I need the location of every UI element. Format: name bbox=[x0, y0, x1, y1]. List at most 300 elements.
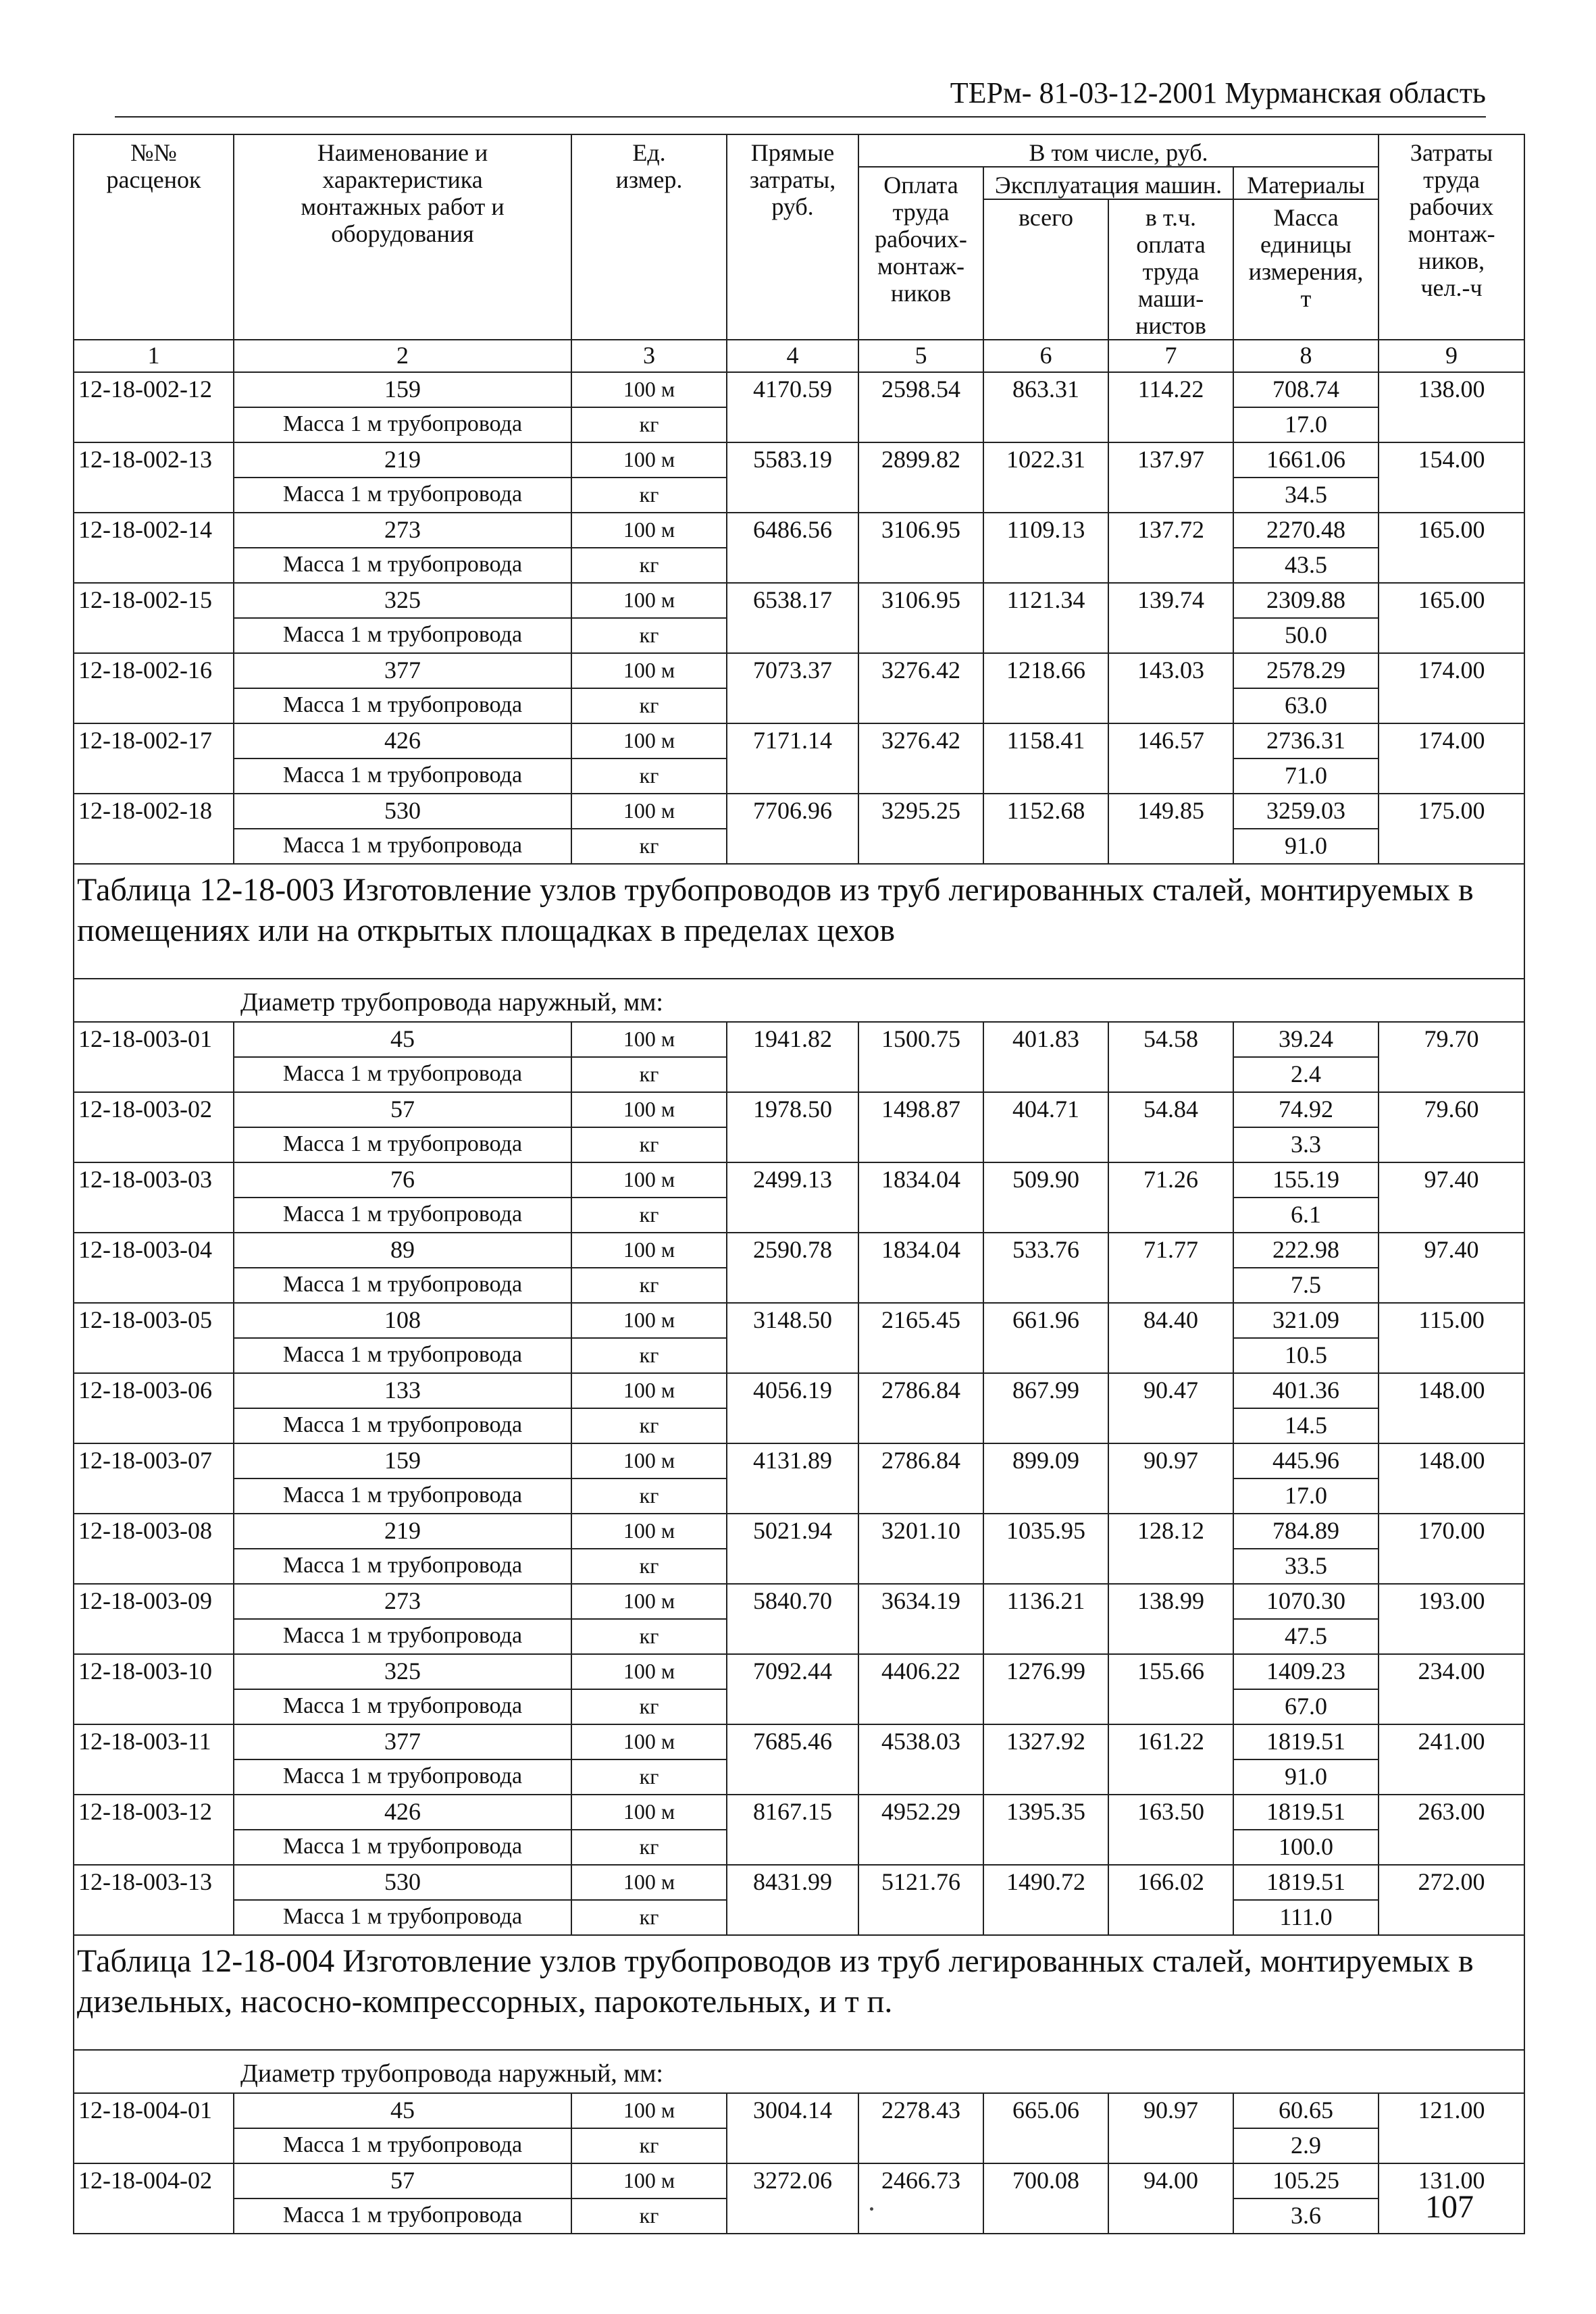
diameter: 57 bbox=[234, 1092, 571, 1127]
unit-top: 100 м bbox=[571, 2163, 727, 2199]
labor-pay: 2899.82 bbox=[858, 442, 983, 513]
machines-total: 1109.13 bbox=[983, 513, 1108, 583]
table-row bbox=[74, 1303, 1524, 1338]
machines-total: 1022.31 bbox=[983, 442, 1108, 513]
col-header-code: №№ расценок bbox=[74, 134, 234, 340]
labor-hours: 115.00 bbox=[1379, 1303, 1524, 1373]
unit-mass: 6.1 bbox=[1233, 1198, 1379, 1233]
rates-table bbox=[73, 134, 1525, 2234]
unit-mass: 63.0 bbox=[1233, 688, 1379, 723]
unit-top: 100 м bbox=[571, 1514, 727, 1549]
mass-label: Масса 1 м трубопровода bbox=[234, 478, 571, 513]
direct-cost: 7706.96 bbox=[727, 794, 858, 864]
materials-cost: 60.65 bbox=[1233, 2093, 1379, 2128]
machines-total: 1327.92 bbox=[983, 1724, 1108, 1795]
unit-top: 100 м bbox=[571, 442, 727, 478]
table-row bbox=[74, 1865, 1524, 1900]
mass-label: Масса 1 м трубопровода bbox=[234, 1338, 571, 1373]
machines-labor-pay: 149.85 bbox=[1108, 794, 1233, 864]
machines-total: 867.99 bbox=[983, 1373, 1108, 1443]
table-row bbox=[74, 442, 1524, 478]
direct-cost: 7073.37 bbox=[727, 653, 858, 723]
labor-hours: 170.00 bbox=[1379, 1514, 1524, 1584]
mass-label: Масса 1 м трубопровода bbox=[234, 1408, 571, 1443]
labor-pay: 5121.76 bbox=[858, 1865, 983, 1935]
unit-top: 100 м bbox=[571, 723, 727, 759]
table-row bbox=[74, 1584, 1524, 1619]
column-numbers-row bbox=[74, 340, 1524, 372]
mass-label: Масса 1 м трубопровода bbox=[234, 1830, 571, 1865]
unit-mass: 50.0 bbox=[1233, 618, 1379, 653]
rate-code: 12-18-003-01 bbox=[74, 1022, 234, 1092]
labor-pay: 1834.04 bbox=[858, 1233, 983, 1303]
unit-bottom: кг bbox=[571, 1408, 727, 1443]
unit-mass: 7.5 bbox=[1233, 1268, 1379, 1303]
machines-labor-pay: 71.77 bbox=[1108, 1233, 1233, 1303]
unit-bottom: кг bbox=[571, 1549, 727, 1584]
unit-mass: 91.0 bbox=[1233, 1759, 1379, 1795]
column-number: 9 bbox=[1379, 340, 1524, 372]
unit-mass: 67.0 bbox=[1233, 1689, 1379, 1724]
column-number: 4 bbox=[727, 340, 858, 372]
rate-code: 12-18-003-02 bbox=[74, 1092, 234, 1162]
unit-mass: 91.0 bbox=[1233, 829, 1379, 864]
machines-total: 1121.34 bbox=[983, 583, 1108, 653]
machines-total: 1152.68 bbox=[983, 794, 1108, 864]
machines-labor-pay: 137.72 bbox=[1108, 513, 1233, 583]
unit-top: 100 м bbox=[571, 1443, 727, 1479]
machines-total: 700.08 bbox=[983, 2163, 1108, 2234]
mass-label: Масса 1 м трубопровода bbox=[234, 1689, 571, 1724]
direct-cost: 5583.19 bbox=[727, 442, 858, 513]
machines-labor-pay: 143.03 bbox=[1108, 653, 1233, 723]
unit-bottom: кг bbox=[571, 1198, 727, 1233]
rate-code: 12-18-003-04 bbox=[74, 1233, 234, 1303]
unit-mass: 14.5 bbox=[1233, 1408, 1379, 1443]
table-row bbox=[74, 723, 1524, 759]
unit-bottom: кг bbox=[571, 2128, 727, 2163]
mass-label: Масса 1 м трубопровода bbox=[234, 2199, 571, 2234]
mass-label: Масса 1 м трубопровода bbox=[234, 1057, 571, 1092]
table-row bbox=[74, 794, 1524, 829]
diameter: 45 bbox=[234, 1022, 571, 1057]
column-number: 5 bbox=[858, 340, 983, 372]
machines-labor-pay: 155.66 bbox=[1108, 1654, 1233, 1724]
diameter: 377 bbox=[234, 1724, 571, 1759]
rate-code: 12-18-002-15 bbox=[74, 583, 234, 653]
unit-bottom: кг bbox=[571, 1619, 727, 1654]
column-number: 7 bbox=[1108, 340, 1233, 372]
machines-labor-pay: 94.00 bbox=[1108, 2163, 1233, 2234]
machines-labor-pay: 54.58 bbox=[1108, 1022, 1233, 1092]
col-header-machines: Эксплуатация машин. bbox=[983, 167, 1233, 199]
diameter: 530 bbox=[234, 794, 571, 829]
unit-top: 100 м bbox=[571, 513, 727, 548]
page-number: 107 bbox=[1425, 2189, 1474, 2225]
labor-pay: 3276.42 bbox=[858, 723, 983, 794]
unit-bottom: кг bbox=[571, 407, 727, 442]
unit-top: 100 м bbox=[571, 1724, 727, 1759]
table-row bbox=[74, 1092, 1524, 1127]
unit-bottom: кг bbox=[571, 2199, 727, 2234]
materials-cost: 445.96 bbox=[1233, 1443, 1379, 1479]
machines-labor-pay: 90.47 bbox=[1108, 1373, 1233, 1443]
col-header-labor-pay: Оплата труда рабочих- монтаж- ников bbox=[858, 167, 983, 340]
direct-cost: 8167.15 bbox=[727, 1795, 858, 1865]
labor-hours: 79.60 bbox=[1379, 1092, 1524, 1162]
diameter: 530 bbox=[234, 1865, 571, 1900]
unit-top: 100 м bbox=[571, 1865, 727, 1900]
column-number: 8 bbox=[1233, 340, 1379, 372]
direct-cost: 6538.17 bbox=[727, 583, 858, 653]
mass-label: Масса 1 м трубопровода bbox=[234, 548, 571, 583]
materials-cost: 708.74 bbox=[1233, 372, 1379, 407]
table-row bbox=[74, 1373, 1524, 1408]
labor-hours: 97.40 bbox=[1379, 1233, 1524, 1303]
materials-cost: 321.09 bbox=[1233, 1303, 1379, 1338]
direct-cost: 1941.82 bbox=[727, 1022, 858, 1092]
mass-label: Масса 1 м трубопровода bbox=[234, 759, 571, 794]
materials-cost: 2270.48 bbox=[1233, 513, 1379, 548]
machines-total: 1276.99 bbox=[983, 1654, 1108, 1724]
rate-code: 12-18-003-13 bbox=[74, 1865, 234, 1935]
labor-hours: 97.40 bbox=[1379, 1162, 1524, 1233]
direct-cost: 5840.70 bbox=[727, 1584, 858, 1654]
labor-pay: 3106.95 bbox=[858, 513, 983, 583]
labor-hours: 148.00 bbox=[1379, 1373, 1524, 1443]
mass-label: Масса 1 м трубопровода bbox=[234, 1198, 571, 1233]
diameter: 159 bbox=[234, 372, 571, 407]
labor-hours: 121.00 bbox=[1379, 2093, 1524, 2163]
unit-mass: 111.0 bbox=[1233, 1900, 1379, 1935]
unit-bottom: кг bbox=[571, 618, 727, 653]
diameter: 426 bbox=[234, 723, 571, 759]
labor-pay: 3634.19 bbox=[858, 1584, 983, 1654]
rate-code: 12-18-003-09 bbox=[74, 1584, 234, 1654]
unit-bottom: кг bbox=[571, 1830, 727, 1865]
labor-pay: 4538.03 bbox=[858, 1724, 983, 1795]
unit-top: 100 м bbox=[571, 583, 727, 618]
diameter: 426 bbox=[234, 1795, 571, 1830]
rate-code: 12-18-002-14 bbox=[74, 513, 234, 583]
column-number: 2 bbox=[234, 340, 571, 372]
machines-total: 404.71 bbox=[983, 1092, 1108, 1162]
machines-total: 661.96 bbox=[983, 1303, 1108, 1373]
unit-mass: 71.0 bbox=[1233, 759, 1379, 794]
labor-pay: 2786.84 bbox=[858, 1443, 983, 1514]
direct-cost: 3272.06 bbox=[727, 2163, 858, 2234]
unit-mass: 33.5 bbox=[1233, 1549, 1379, 1584]
machines-labor-pay: 71.26 bbox=[1108, 1162, 1233, 1233]
materials-cost: 2309.88 bbox=[1233, 583, 1379, 618]
table-row bbox=[74, 1162, 1524, 1198]
unit-mass: 3.3 bbox=[1233, 1127, 1379, 1162]
unit-top: 100 м bbox=[571, 1303, 727, 1338]
table-row bbox=[74, 1724, 1524, 1759]
labor-pay: 2466.73 bbox=[858, 2163, 983, 2234]
diameter: 325 bbox=[234, 1654, 571, 1689]
col-header-mass: Масса единицы измерения, т bbox=[1233, 199, 1379, 340]
unit-top: 100 м bbox=[571, 1584, 727, 1619]
materials-cost: 1409.23 bbox=[1233, 1654, 1379, 1689]
section-heading bbox=[74, 979, 1524, 1022]
labor-pay: 2278.43 bbox=[858, 2093, 983, 2163]
unit-mass: 43.5 bbox=[1233, 548, 1379, 583]
rate-code: 12-18-003-10 bbox=[74, 1654, 234, 1724]
machines-total: 899.09 bbox=[983, 1443, 1108, 1514]
materials-cost: 1661.06 bbox=[1233, 442, 1379, 478]
rate-code: 12-18-003-05 bbox=[74, 1303, 234, 1373]
diameter-heading: Диаметр трубопровода наружный, мм: bbox=[240, 988, 663, 1017]
direct-cost: 7171.14 bbox=[727, 723, 858, 794]
rate-code: 12-18-004-02 bbox=[74, 2163, 234, 2234]
diameter: 89 bbox=[234, 1233, 571, 1268]
rate-code: 12-18-002-17 bbox=[74, 723, 234, 794]
section-row bbox=[74, 979, 1524, 1022]
header-rule bbox=[115, 116, 1486, 118]
diameter: 76 bbox=[234, 1162, 571, 1198]
unit-bottom: кг bbox=[571, 829, 727, 864]
col-header-unit: Ед. измер. bbox=[571, 134, 727, 340]
rate-code: 12-18-002-16 bbox=[74, 653, 234, 723]
materials-cost: 1819.51 bbox=[1233, 1795, 1379, 1830]
table-title: Таблица 12-18-003 Изготовление узлов трубопроводов из труб легированных сталей, монтируемых в помещениях или на открытых площадках в пределах цехов bbox=[74, 864, 1524, 979]
machines-labor-pay: 146.57 bbox=[1108, 723, 1233, 794]
direct-cost: 4131.89 bbox=[727, 1443, 858, 1514]
mass-label: Масса 1 м трубопровода bbox=[234, 2128, 571, 2163]
labor-pay: 1500.75 bbox=[858, 1022, 983, 1092]
mass-label: Масса 1 м трубопровода bbox=[234, 407, 571, 442]
labor-hours: 165.00 bbox=[1379, 513, 1524, 583]
table-row bbox=[74, 583, 1524, 618]
unit-mass: 3.6 bbox=[1233, 2199, 1379, 2234]
direct-cost: 4056.19 bbox=[727, 1373, 858, 1443]
labor-hours: 241.00 bbox=[1379, 1724, 1524, 1795]
table-row bbox=[74, 2093, 1524, 2128]
table-row bbox=[74, 2163, 1524, 2199]
labor-hours: 131.00 bbox=[1379, 2163, 1524, 2234]
unit-top: 100 м bbox=[571, 2093, 727, 2128]
direct-cost: 4170.59 bbox=[727, 372, 858, 442]
col-header-labor: Затраты труда рабочих монтаж- ников, чел.-ч bbox=[1379, 134, 1524, 340]
table-row bbox=[74, 513, 1524, 548]
labor-hours: 174.00 bbox=[1379, 723, 1524, 794]
machines-total: 1035.95 bbox=[983, 1514, 1108, 1584]
machines-labor-pay: 161.22 bbox=[1108, 1724, 1233, 1795]
materials-cost: 1070.30 bbox=[1233, 1584, 1379, 1619]
labor-pay: 1834.04 bbox=[858, 1162, 983, 1233]
labor-hours: 175.00 bbox=[1379, 794, 1524, 864]
col-header-direct: Прямые затраты, руб. bbox=[727, 134, 858, 340]
labor-hours: 193.00 bbox=[1379, 1584, 1524, 1654]
machines-labor-pay: 128.12 bbox=[1108, 1514, 1233, 1584]
column-number: 1 bbox=[74, 340, 234, 372]
unit-bottom: кг bbox=[571, 688, 727, 723]
labor-hours: 165.00 bbox=[1379, 583, 1524, 653]
machines-total: 401.83 bbox=[983, 1022, 1108, 1092]
labor-pay: 4406.22 bbox=[858, 1654, 983, 1724]
direct-cost: 7092.44 bbox=[727, 1654, 858, 1724]
col-header-machines-total: всего bbox=[983, 199, 1108, 340]
rate-code: 12-18-003-06 bbox=[74, 1373, 234, 1443]
unit-bottom: кг bbox=[571, 548, 727, 583]
labor-hours: 138.00 bbox=[1379, 372, 1524, 442]
mass-label: Масса 1 м трубопровода bbox=[234, 1268, 571, 1303]
materials-cost: 1819.51 bbox=[1233, 1865, 1379, 1900]
unit-mass: 17.0 bbox=[1233, 407, 1379, 442]
machines-total: 509.90 bbox=[983, 1162, 1108, 1233]
table-title-row bbox=[74, 1935, 1524, 2050]
rate-code: 12-18-002-12 bbox=[74, 372, 234, 442]
labor-pay: 1498.87 bbox=[858, 1092, 983, 1162]
diameter: 377 bbox=[234, 653, 571, 688]
diameter: 273 bbox=[234, 1584, 571, 1619]
diameter: 219 bbox=[234, 1514, 571, 1549]
labor-pay: 3276.42 bbox=[858, 653, 983, 723]
unit-mass: 17.0 bbox=[1233, 1479, 1379, 1514]
unit-top: 100 м bbox=[571, 372, 727, 407]
rate-code: 12-18-003-12 bbox=[74, 1795, 234, 1865]
page-header: ТЕРм- 81-03-12-2001 Мурманская область bbox=[950, 76, 1486, 109]
diameter: 325 bbox=[234, 583, 571, 618]
section-heading bbox=[74, 2050, 1524, 2093]
labor-hours: 174.00 bbox=[1379, 653, 1524, 723]
machines-labor-pay: 54.84 bbox=[1108, 1092, 1233, 1162]
diameter: 108 bbox=[234, 1303, 571, 1338]
unit-top: 100 м bbox=[571, 1233, 727, 1268]
table-row bbox=[74, 1514, 1524, 1549]
col-header-machines-incl: в т.ч. оплата труда маши- нистов bbox=[1108, 199, 1233, 340]
diameter: 133 bbox=[234, 1373, 571, 1408]
unit-bottom: кг bbox=[571, 759, 727, 794]
machines-total: 665.06 bbox=[983, 2093, 1108, 2163]
diameter: 273 bbox=[234, 513, 571, 548]
unit-mass: 34.5 bbox=[1233, 478, 1379, 513]
machines-labor-pay: 114.22 bbox=[1108, 372, 1233, 442]
unit-top: 100 м bbox=[571, 1092, 727, 1127]
rate-code: 12-18-003-03 bbox=[74, 1162, 234, 1233]
machines-total: 1395.35 bbox=[983, 1795, 1108, 1865]
unit-mass: 2.4 bbox=[1233, 1057, 1379, 1092]
materials-cost: 2578.29 bbox=[1233, 653, 1379, 688]
column-number: 3 bbox=[571, 340, 727, 372]
mass-label: Масса 1 м трубопровода bbox=[234, 1127, 571, 1162]
machines-labor-pay: 139.74 bbox=[1108, 583, 1233, 653]
unit-mass: 2.9 bbox=[1233, 2128, 1379, 2163]
machines-total: 533.76 bbox=[983, 1233, 1108, 1303]
machines-total: 1490.72 bbox=[983, 1865, 1108, 1935]
machines-total: 1218.66 bbox=[983, 653, 1108, 723]
labor-hours: 263.00 bbox=[1379, 1795, 1524, 1865]
stray-dot bbox=[870, 2207, 873, 2211]
mass-label: Масса 1 м трубопровода bbox=[234, 1479, 571, 1514]
unit-top: 100 м bbox=[571, 794, 727, 829]
rate-code: 12-18-002-13 bbox=[74, 442, 234, 513]
machines-labor-pay: 137.97 bbox=[1108, 442, 1233, 513]
unit-top: 100 м bbox=[571, 1022, 727, 1057]
direct-cost: 6486.56 bbox=[727, 513, 858, 583]
labor-pay: 3201.10 bbox=[858, 1514, 983, 1584]
table-title: Таблица 12-18-004 Изготовление узлов трубопроводов из труб легированных сталей, монтируемых в дизельных, насосно-компрессорных, парокотельных, и т п. bbox=[74, 1935, 1524, 2050]
col-header-incl: В том числе, руб. bbox=[858, 134, 1379, 167]
materials-cost: 401.36 bbox=[1233, 1373, 1379, 1408]
table-row bbox=[74, 372, 1524, 407]
direct-cost: 5021.94 bbox=[727, 1514, 858, 1584]
table-row bbox=[74, 1022, 1524, 1057]
col-header-materials: Материалы bbox=[1233, 167, 1379, 199]
rate-code: 12-18-004-01 bbox=[74, 2093, 234, 2163]
mass-label: Масса 1 м трубопровода bbox=[234, 829, 571, 864]
mass-label: Масса 1 м трубопровода bbox=[234, 1619, 571, 1654]
labor-pay: 2165.45 bbox=[858, 1303, 983, 1373]
table-row bbox=[74, 653, 1524, 688]
labor-pay: 2598.54 bbox=[858, 372, 983, 442]
unit-top: 100 м bbox=[571, 1373, 727, 1408]
unit-bottom: кг bbox=[571, 478, 727, 513]
materials-cost: 1819.51 bbox=[1233, 1724, 1379, 1759]
labor-hours: 79.70 bbox=[1379, 1022, 1524, 1092]
materials-cost: 2736.31 bbox=[1233, 723, 1379, 759]
col-header-name: Наименование и характеристика монтажных работ и оборудования bbox=[234, 134, 571, 340]
materials-cost: 155.19 bbox=[1233, 1162, 1379, 1198]
mass-label: Масса 1 м трубопровода bbox=[234, 688, 571, 723]
diameter-heading: Диаметр трубопровода наружный, мм: bbox=[240, 2059, 663, 2088]
rate-code: 12-18-002-18 bbox=[74, 794, 234, 864]
machines-labor-pay: 84.40 bbox=[1108, 1303, 1233, 1373]
unit-mass: 10.5 bbox=[1233, 1338, 1379, 1373]
machines-labor-pay: 138.99 bbox=[1108, 1584, 1233, 1654]
unit-bottom: кг bbox=[571, 1268, 727, 1303]
diameter: 57 bbox=[234, 2163, 571, 2199]
labor-pay: 2786.84 bbox=[858, 1373, 983, 1443]
section-row bbox=[74, 2050, 1524, 2093]
mass-label: Масса 1 м трубопровода bbox=[234, 1900, 571, 1935]
materials-cost: 105.25 bbox=[1233, 2163, 1379, 2199]
unit-bottom: кг bbox=[571, 1338, 727, 1373]
direct-cost: 3148.50 bbox=[727, 1303, 858, 1373]
unit-top: 100 м bbox=[571, 1795, 727, 1830]
table-row bbox=[74, 1443, 1524, 1479]
machines-labor-pay: 163.50 bbox=[1108, 1795, 1233, 1865]
labor-hours: 148.00 bbox=[1379, 1443, 1524, 1514]
direct-cost: 7685.46 bbox=[727, 1724, 858, 1795]
unit-top: 100 м bbox=[571, 1654, 727, 1689]
unit-bottom: кг bbox=[571, 1759, 727, 1795]
mass-label: Масса 1 м трубопровода bbox=[234, 1759, 571, 1795]
table-row bbox=[74, 1233, 1524, 1268]
machines-total: 863.31 bbox=[983, 372, 1108, 442]
column-number: 6 bbox=[983, 340, 1108, 372]
unit-top: 100 м bbox=[571, 1162, 727, 1198]
mass-label: Масса 1 м трубопровода bbox=[234, 1549, 571, 1584]
rate-code: 12-18-003-11 bbox=[74, 1724, 234, 1795]
unit-bottom: кг bbox=[571, 1479, 727, 1514]
table-title-row bbox=[74, 864, 1524, 979]
rate-code: 12-18-003-07 bbox=[74, 1443, 234, 1514]
machines-total: 1136.21 bbox=[983, 1584, 1108, 1654]
materials-cost: 3259.03 bbox=[1233, 794, 1379, 829]
mass-label: Масса 1 м трубопровода bbox=[234, 618, 571, 653]
rate-code: 12-18-003-08 bbox=[74, 1514, 234, 1584]
labor-pay: 3106.95 bbox=[858, 583, 983, 653]
direct-cost: 1978.50 bbox=[727, 1092, 858, 1162]
direct-cost: 8431.99 bbox=[727, 1865, 858, 1935]
materials-cost: 784.89 bbox=[1233, 1514, 1379, 1549]
unit-bottom: кг bbox=[571, 1127, 727, 1162]
unit-bottom: кг bbox=[571, 1689, 727, 1724]
materials-cost: 222.98 bbox=[1233, 1233, 1379, 1268]
direct-cost: 3004.14 bbox=[727, 2093, 858, 2163]
